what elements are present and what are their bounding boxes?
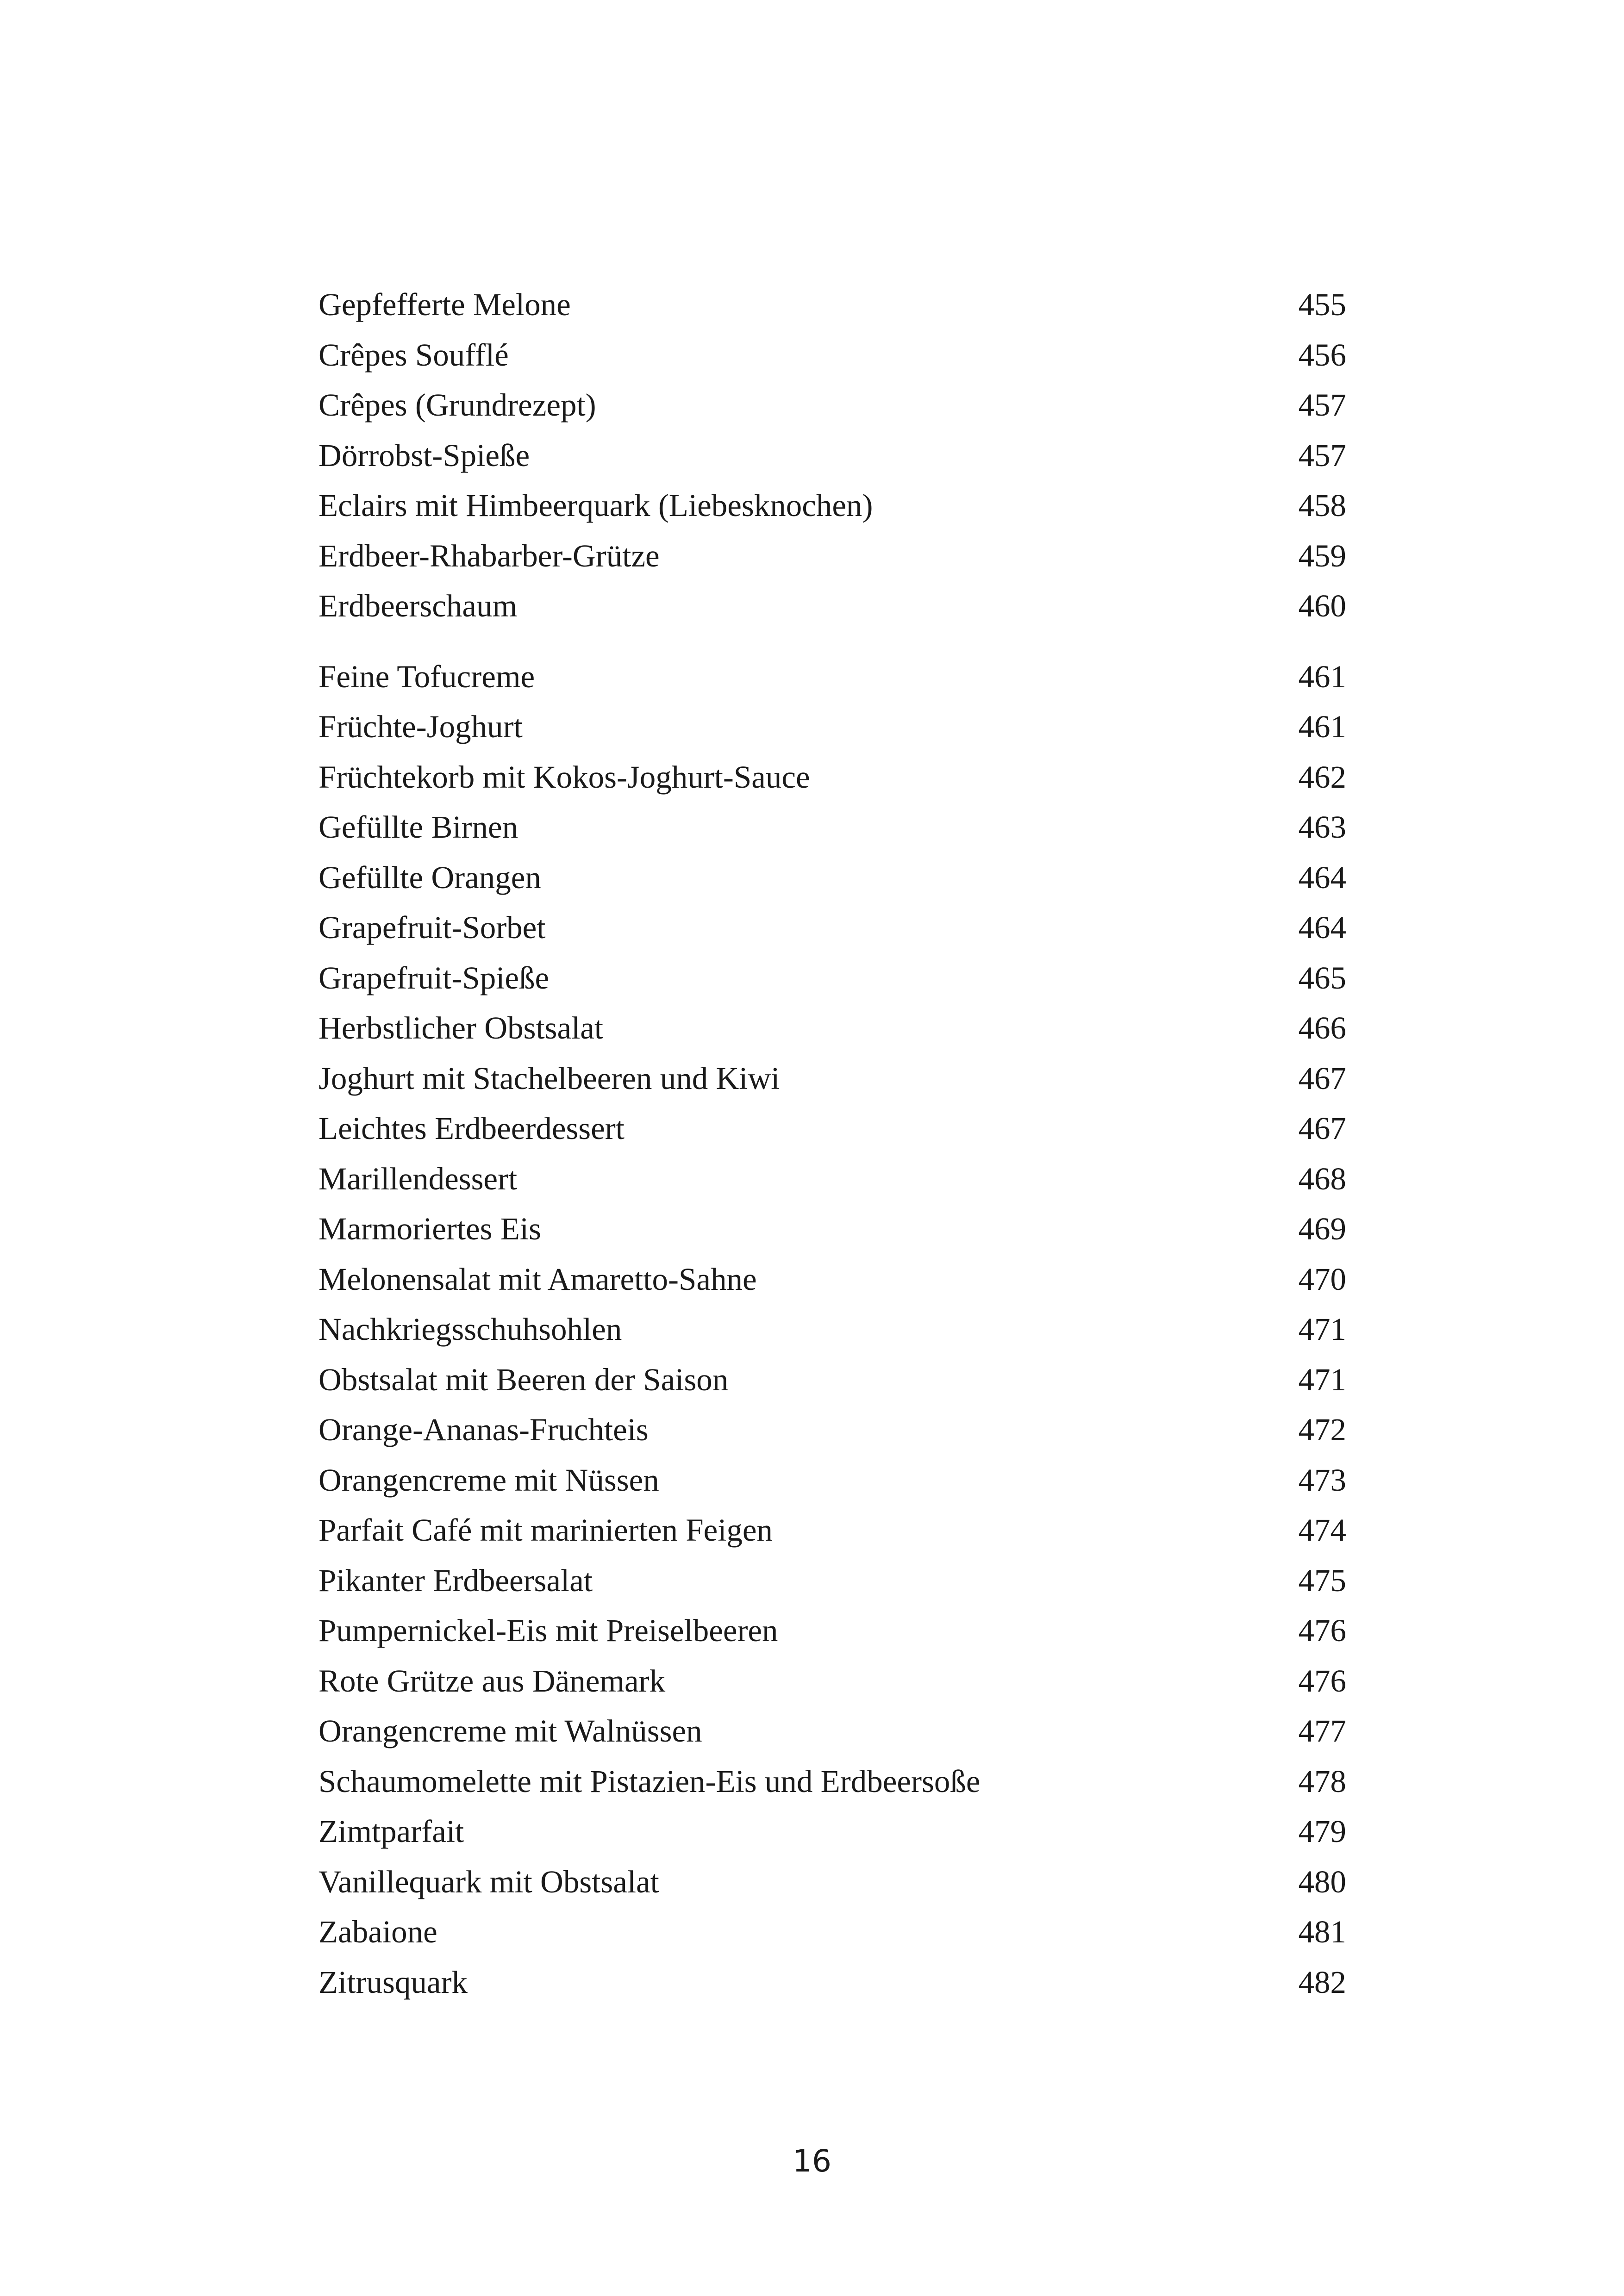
toc-entry-page: 464 xyxy=(1298,910,1346,945)
toc-entry-title: Grapefruit-Spieße xyxy=(319,960,550,996)
toc-entry-page: 468 xyxy=(1298,1161,1346,1196)
toc-entry-page: 471 xyxy=(1298,1362,1346,1397)
toc-entry xyxy=(319,1957,1346,2008)
toc-entry xyxy=(319,480,1346,531)
toc-entry-page: 467 xyxy=(1298,1111,1346,1146)
toc-entry xyxy=(319,1756,1346,1807)
toc-entry-title: Gepfefferte Melone xyxy=(319,287,571,322)
toc-entry xyxy=(319,1857,1346,1907)
toc-entry xyxy=(319,1254,1346,1305)
toc-entry-page: 456 xyxy=(1298,337,1346,373)
table-of-contents xyxy=(319,280,1346,2007)
toc-entry-title: Pikanter Erdbeersalat xyxy=(319,1562,593,1598)
toc-entry-page: 475 xyxy=(1298,1562,1346,1598)
toc-entry xyxy=(319,1806,1346,1857)
toc-entry xyxy=(319,1907,1346,1957)
toc-entry xyxy=(319,1154,1346,1204)
toc-entry-page: 461 xyxy=(1298,659,1346,694)
toc-entry-title: Pumpernickel-Eis mit Preiselbeeren xyxy=(319,1613,778,1648)
toc-entry-page: 479 xyxy=(1298,1814,1346,1849)
toc-entry xyxy=(319,1656,1346,1706)
toc-entry-page: 474 xyxy=(1298,1512,1346,1548)
toc-entry xyxy=(319,1455,1346,1506)
toc-entry-page: 470 xyxy=(1298,1261,1346,1297)
toc-group xyxy=(319,652,1346,2008)
toc-entry-page: 455 xyxy=(1298,287,1346,322)
toc-entry-page: 465 xyxy=(1298,960,1346,996)
toc-entry-title: Parfait Café mit marinierten Feigen xyxy=(319,1512,773,1548)
toc-entry-page: 478 xyxy=(1298,1763,1346,1799)
toc-entry xyxy=(319,652,1346,702)
toc-entry xyxy=(319,953,1346,1003)
toc-entry xyxy=(319,1003,1346,1053)
toc-entry-page: 476 xyxy=(1298,1663,1346,1699)
toc-entry xyxy=(319,1204,1346,1254)
toc-entry-page: 463 xyxy=(1298,809,1346,845)
toc-entry xyxy=(319,1505,1346,1556)
toc-entry xyxy=(319,1605,1346,1656)
toc-entry xyxy=(319,531,1346,581)
toc-entry-title: Marillendessert xyxy=(319,1161,518,1196)
toc-entry-page: 481 xyxy=(1298,1914,1346,1949)
toc-entry-title: Zimtparfait xyxy=(319,1814,464,1849)
toc-entry-page: 471 xyxy=(1298,1312,1346,1347)
toc-entry-title: Gefüllte Birnen xyxy=(319,809,518,845)
toc-entry-page: 462 xyxy=(1298,759,1346,795)
toc-entry xyxy=(319,1556,1346,1606)
toc-entry-title: Früchtekorb mit Kokos-Joghurt-Sauce xyxy=(319,759,810,795)
toc-entry-page: 476 xyxy=(1298,1613,1346,1648)
toc-entry-title: Crêpes (Grundrezept) xyxy=(319,387,596,423)
page-number: 16 xyxy=(793,2143,831,2179)
toc-entry xyxy=(319,430,1346,481)
toc-entry-title: Eclairs mit Himbeerquark (Liebesknochen) xyxy=(319,488,873,523)
toc-entry xyxy=(319,1706,1346,1756)
toc-entry-title: Zabaione xyxy=(319,1914,437,1949)
toc-entry-title: Leichtes Erdbeerdessert xyxy=(319,1111,625,1146)
toc-entry-page: 459 xyxy=(1298,538,1346,573)
toc-entry-page: 457 xyxy=(1298,387,1346,423)
toc-entry-page: 464 xyxy=(1298,859,1346,895)
toc-entry-title: Orangencreme mit Walnüssen xyxy=(319,1713,702,1748)
toc-entry-title: Zitrusquark xyxy=(319,1964,468,2000)
toc-entry-page: 466 xyxy=(1298,1010,1346,1045)
toc-entry-page: 467 xyxy=(1298,1060,1346,1096)
toc-entry xyxy=(319,330,1346,380)
toc-entry-title: Schaumomelette mit Pistazien-Eis und Erdbeersoße xyxy=(319,1763,981,1799)
toc-entry-title: Marmoriertes Eis xyxy=(319,1211,541,1246)
toc-entry-title: Erdbeerschaum xyxy=(319,588,518,623)
toc-entry xyxy=(319,1405,1346,1455)
toc-entry-title: Gefüllte Orangen xyxy=(319,859,541,895)
toc-entry-page: 458 xyxy=(1298,488,1346,523)
toc-entry-page: 482 xyxy=(1298,1964,1346,2000)
toc-entry-title: Nachkriegsschuhsohlen xyxy=(319,1312,622,1347)
toc-entry-page: 472 xyxy=(1298,1412,1346,1447)
toc-entry xyxy=(319,902,1346,953)
toc-entry-page: 473 xyxy=(1298,1462,1346,1498)
toc-entry xyxy=(319,852,1346,903)
toc-entry-title: Herbstlicher Obstsalat xyxy=(319,1010,604,1045)
toc-entry-page: 477 xyxy=(1298,1713,1346,1748)
toc-entry-title: Erdbeer-Rhabarber-Grütze xyxy=(319,538,660,573)
toc-entry-title: Dörrobst-Spieße xyxy=(319,437,530,473)
toc-entry xyxy=(319,752,1346,803)
toc-entry-title: Früchte-Joghurt xyxy=(319,709,523,744)
toc-entry-title: Crêpes Soufflé xyxy=(319,337,509,373)
toc-entry-title: Joghurt mit Stachelbeeren und Kiwi xyxy=(319,1060,780,1096)
toc-group xyxy=(319,280,1346,631)
toc-entry xyxy=(319,1355,1346,1405)
toc-entry xyxy=(319,1053,1346,1104)
toc-entry-title: Orangencreme mit Nüssen xyxy=(319,1462,659,1498)
toc-entry-title: Obstsalat mit Beeren der Saison xyxy=(319,1362,729,1397)
toc-entry-title: Grapefruit-Sorbet xyxy=(319,910,546,945)
toc-entry xyxy=(319,581,1346,631)
toc-entry-page: 469 xyxy=(1298,1211,1346,1246)
toc-entry-title: Orange-Ananas-Fruchteis xyxy=(319,1412,649,1447)
toc-entry-title: Melonensalat mit Amaretto-Sahne xyxy=(319,1261,757,1297)
toc-entry-title: Feine Tofucreme xyxy=(319,659,535,694)
toc-entry-title: Vanillequark mit Obstsalat xyxy=(319,1864,659,1899)
toc-entry-page: 457 xyxy=(1298,437,1346,473)
toc-entry xyxy=(319,802,1346,852)
toc-entry-title: Rote Grütze aus Dänemark xyxy=(319,1663,666,1699)
toc-entry-page: 480 xyxy=(1298,1864,1346,1899)
toc-entry xyxy=(319,1304,1346,1355)
toc-entry xyxy=(319,280,1346,330)
toc-entry xyxy=(319,702,1346,752)
toc-entry xyxy=(319,380,1346,430)
toc-entry-page: 461 xyxy=(1298,709,1346,744)
toc-entry xyxy=(319,1103,1346,1154)
toc-entry-page: 460 xyxy=(1298,588,1346,623)
